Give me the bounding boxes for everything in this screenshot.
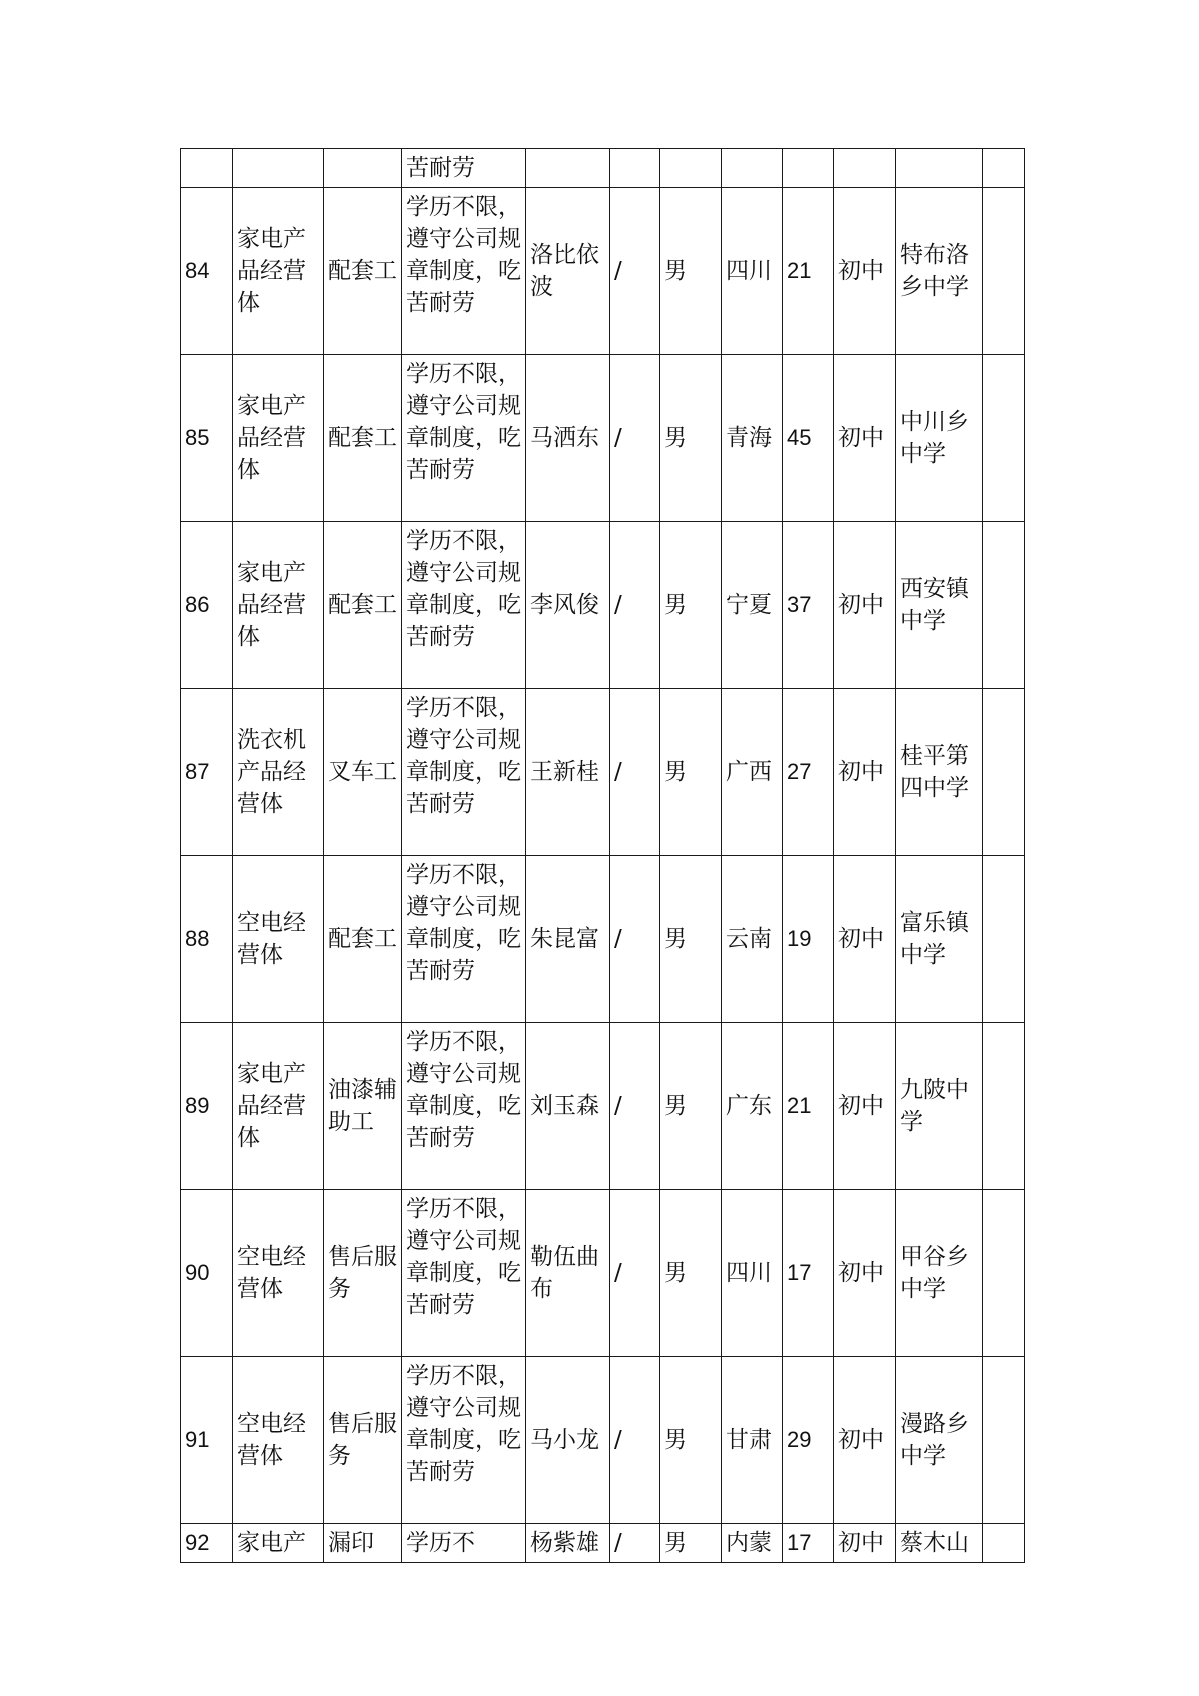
cell-unit: 家电产品经营体 (233, 522, 324, 689)
cell-no: 84 (181, 188, 233, 355)
cell-education: 初中 (834, 689, 896, 856)
cell-requirement: 学历不限，遵守公司规章制度，吃苦耐劳 (402, 522, 526, 689)
cell-ethnicity: / (610, 689, 660, 856)
cell-extra (983, 1023, 1025, 1190)
cell-gender: 男 (660, 355, 722, 522)
cell-ethnicity: / (610, 1023, 660, 1190)
cell-unit: 家电产品经营体 (233, 355, 324, 522)
cell-origin: 云南 (722, 856, 783, 1023)
table-row (181, 1357, 1025, 1524)
cell-ethnicity: / (610, 1190, 660, 1357)
cell-gender: 男 (660, 856, 722, 1023)
cell-no: 88 (181, 856, 233, 1023)
table-row (181, 355, 1025, 522)
cell-origin: 四川 (722, 188, 783, 355)
cell-school: 中川乡中学 (896, 355, 983, 522)
cell-ethnicity: / (610, 188, 660, 355)
cell-no: 89 (181, 1023, 233, 1190)
cell-school: 甲谷乡中学 (896, 1190, 983, 1357)
cell-name (526, 149, 610, 188)
cell-requirement: 学历不限，遵守公司规章制度，吃苦耐劳 (402, 188, 526, 355)
cell-origin (722, 149, 783, 188)
table-row (181, 522, 1025, 689)
cell-age: 17 (783, 1524, 834, 1563)
cell-gender: 男 (660, 1023, 722, 1190)
cell-unit (233, 149, 324, 188)
cell-ethnicity: / (610, 856, 660, 1023)
cell-education: 初中 (834, 1023, 896, 1190)
cell-origin: 四川 (722, 1190, 783, 1357)
cell-unit: 家电产品经营体 (233, 1023, 324, 1190)
cell-school: 桂平第四中学 (896, 689, 983, 856)
cell-education: 初中 (834, 856, 896, 1023)
cell-school: 蔡木山 (896, 1524, 983, 1563)
cell-name: 马小龙 (526, 1357, 610, 1524)
cell-school: 漫路乡中学 (896, 1357, 983, 1524)
cell-age (783, 149, 834, 188)
cell-no: 90 (181, 1190, 233, 1357)
cell-education: 初中 (834, 1357, 896, 1524)
cell-unit: 家电产 (233, 1524, 324, 1563)
table-row (181, 188, 1025, 355)
cell-gender: 男 (660, 522, 722, 689)
cell-requirement: 学历不限，遵守公司规章制度，吃苦耐劳 (402, 1190, 526, 1357)
cell-unit: 空电经营体 (233, 1357, 324, 1524)
cell-gender: 男 (660, 689, 722, 856)
cell-post: 油漆辅助工 (324, 1023, 402, 1190)
cell-name: 王新桂 (526, 689, 610, 856)
cell-post: 配套工 (324, 856, 402, 1023)
cell-ethnicity: / (610, 1357, 660, 1524)
cell-unit: 洗衣机产品经营体 (233, 689, 324, 856)
cell-name: 洛比依波 (526, 188, 610, 355)
employee-table (180, 148, 1025, 1563)
cell-extra (983, 1357, 1025, 1524)
cell-gender (660, 149, 722, 188)
cell-requirement: 学历不限，遵守公司规章制度，吃苦耐劳 (402, 355, 526, 522)
cell-ethnicity: / (610, 355, 660, 522)
cell-post: 售后服务 (324, 1190, 402, 1357)
cell-extra (983, 355, 1025, 522)
cell-age: 29 (783, 1357, 834, 1524)
cell-education (834, 149, 896, 188)
cell-extra (983, 1190, 1025, 1357)
cell-age: 45 (783, 355, 834, 522)
cell-requirement: 学历不 (402, 1524, 526, 1563)
cell-extra (983, 856, 1025, 1023)
cell-gender: 男 (660, 1524, 722, 1563)
cell-requirement: 学历不限，遵守公司规章制度，吃苦耐劳 (402, 689, 526, 856)
cell-requirement: 学历不限，遵守公司规章制度，吃苦耐劳 (402, 1023, 526, 1190)
cell-unit: 家电产品经营体 (233, 188, 324, 355)
cell-extra (983, 1524, 1025, 1563)
cell-gender: 男 (660, 188, 722, 355)
table-row (181, 1524, 1025, 1563)
cell-ethnicity: / (610, 522, 660, 689)
cell-unit: 空电经营体 (233, 856, 324, 1023)
cell-post: 配套工 (324, 355, 402, 522)
cell-ethnicity: / (610, 1524, 660, 1563)
cell-post: 配套工 (324, 188, 402, 355)
cell-no: 92 (181, 1524, 233, 1563)
cell-school: 特布洛乡中学 (896, 188, 983, 355)
cell-extra (983, 149, 1025, 188)
cell-name: 勒伍曲布 (526, 1190, 610, 1357)
cell-post: 漏印 (324, 1524, 402, 1563)
cell-post: 售后服务 (324, 1357, 402, 1524)
cell-gender: 男 (660, 1357, 722, 1524)
cell-age: 21 (783, 188, 834, 355)
cell-education: 初中 (834, 355, 896, 522)
cell-requirement: 学历不限，遵守公司规章制度，吃苦耐劳 (402, 1357, 526, 1524)
cell-no: 87 (181, 689, 233, 856)
cell-no: 86 (181, 522, 233, 689)
table-row (181, 1190, 1025, 1357)
table-row (181, 1023, 1025, 1190)
cell-ethnicity (610, 149, 660, 188)
cell-age: 19 (783, 856, 834, 1023)
cell-age: 37 (783, 522, 834, 689)
cell-origin: 广西 (722, 689, 783, 856)
cell-unit: 空电经营体 (233, 1190, 324, 1357)
cell-extra (983, 522, 1025, 689)
cell-age: 21 (783, 1023, 834, 1190)
cell-education: 初中 (834, 522, 896, 689)
cell-post (324, 149, 402, 188)
cell-origin: 宁夏 (722, 522, 783, 689)
cell-school: 富乐镇中学 (896, 856, 983, 1023)
cell-name: 朱昆富 (526, 856, 610, 1023)
cell-name: 刘玉森 (526, 1023, 610, 1190)
table-row (181, 856, 1025, 1023)
cell-school: 西安镇中学 (896, 522, 983, 689)
cell-origin: 广东 (722, 1023, 783, 1190)
cell-origin: 青海 (722, 355, 783, 522)
cell-name: 杨紫雄 (526, 1524, 610, 1563)
cell-school (896, 149, 983, 188)
cell-no: 91 (181, 1357, 233, 1524)
cell-extra (983, 689, 1025, 856)
cell-origin: 内蒙 (722, 1524, 783, 1563)
cell-education: 初中 (834, 1190, 896, 1357)
cell-education: 初中 (834, 1524, 896, 1563)
cell-extra (983, 188, 1025, 355)
table-row (181, 149, 1025, 188)
cell-name: 李风俊 (526, 522, 610, 689)
cell-gender: 男 (660, 1190, 722, 1357)
cell-education: 初中 (834, 188, 896, 355)
cell-requirement: 学历不限，遵守公司规章制度，吃苦耐劳 (402, 856, 526, 1023)
cell-no (181, 149, 233, 188)
cell-age: 27 (783, 689, 834, 856)
cell-no: 85 (181, 355, 233, 522)
cell-school: 九陂中学 (896, 1023, 983, 1190)
cell-name: 马洒东 (526, 355, 610, 522)
cell-requirement: 苦耐劳 (402, 149, 526, 188)
cell-age: 17 (783, 1190, 834, 1357)
table-row (181, 689, 1025, 856)
cell-post: 叉车工 (324, 689, 402, 856)
cell-origin: 甘肃 (722, 1357, 783, 1524)
cell-post: 配套工 (324, 522, 402, 689)
